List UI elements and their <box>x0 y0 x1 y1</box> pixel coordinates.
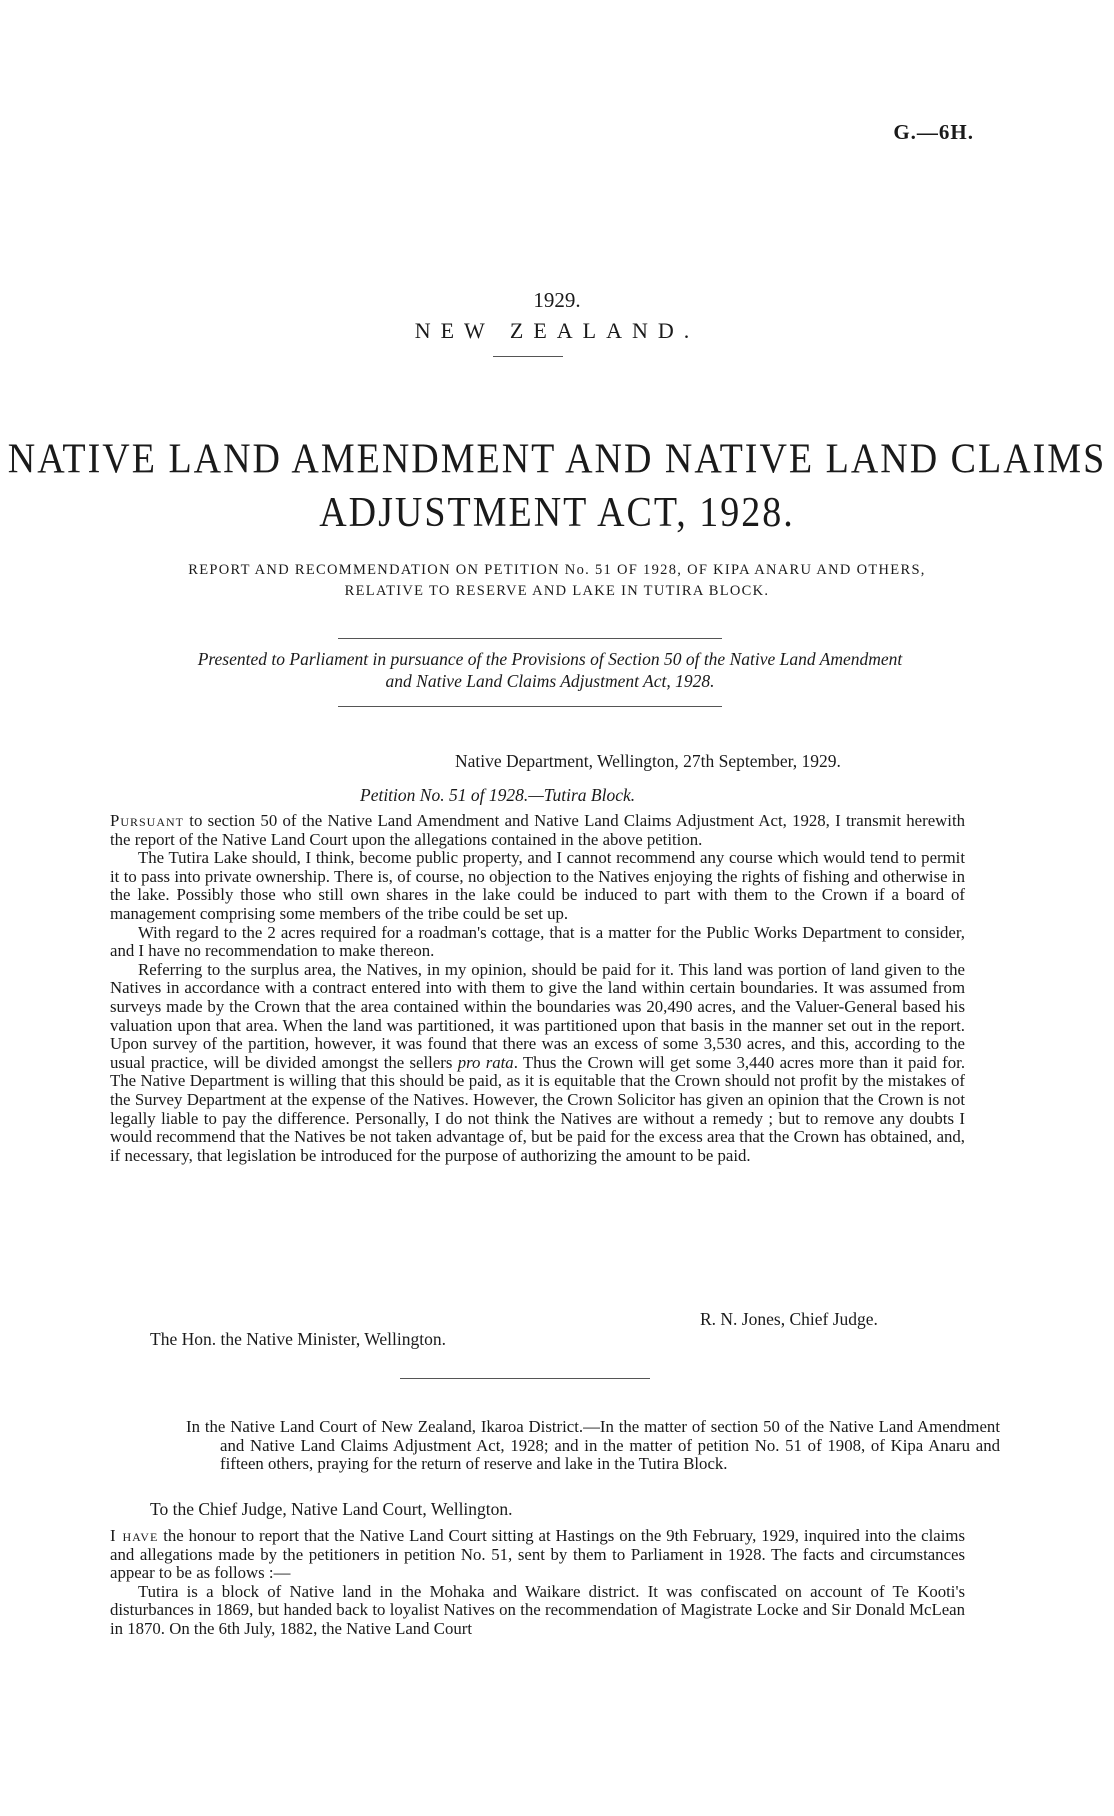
presentation-line-2: and Native Land Claims Adjustment Act, 1928. <box>385 671 715 691</box>
country-heading: NEW ZEALAND. <box>414 318 700 343</box>
letter-to: To the Chief Judge, Native Land Court, Wellington. <box>150 1499 513 1519</box>
court-caption: In the Native Land Court of New Zealand, Ikaroa District.—In the matter of section 50 of the Native Land Amendment and Native Land Claims Adjustment Act, 1928; and in the matter of petition No. 51 of 1908, of Kipa Anaru and fifteen others, praying for the return of reserve and lake in the Tutira Block. <box>186 1417 1000 1474</box>
divider <box>338 706 722 707</box>
document-reference: G.—6H. <box>893 120 974 144</box>
paragraph-lead: I have <box>110 1526 159 1545</box>
paragraph-italic: pro rata <box>457 1052 514 1072</box>
paragraph-text: the honour to report that the Native Land Court sitting at Hastings on the 9th February, 1929, inquired into the claims and allegations made by the petitioners in petition No. 51, sent by them to Parliament in 1928. The facts and circumstances appear to be as follows :— <box>110 1526 965 1583</box>
subtitle-line-1: REPORT AND RECOMMENDATION ON PETITION No. 51 OF 1928, OF KIPA ANARU AND OTHERS, <box>188 562 926 578</box>
title-line-1: NATIVE LAND AMENDMENT AND NATIVE LAND CLAIMS <box>7 435 1107 483</box>
paragraph <box>110 812 965 849</box>
divider <box>493 356 563 357</box>
paragraph-text: to section 50 of the Native Land Amendment and Native Land Claims Adjustment Act, 1928, I transmit herewith the report of the Native Land Court upon the allegations contained in the above petition. <box>110 811 965 849</box>
dateline: Native Department, Wellington, 27th September, 1929. <box>455 751 841 771</box>
publication-year: 1929. <box>533 288 581 312</box>
report-body <box>110 1527 965 1639</box>
divider <box>338 638 722 639</box>
paragraph: Tutira is a block of Native land in the Mohaka and Waikare district. It was confiscated on account of Te Kooti's disturbances in 1869, but handed back to loyalist Natives on the recommendation of Magistrate Locke and Sir Donald McLean in 1870. On the 6th July, 1882, the Native Land Court <box>110 1581 965 1638</box>
title-line-2: ADJUSTMENT ACT, 1928. <box>319 489 795 537</box>
signature: R. N. Jones, Chief Judge. <box>700 1309 878 1329</box>
paragraph-text: Referring to the surplus area, the Natives, in my opinion, should be paid for it. This land was portion of land given to the Natives in accordance with a contract entered into with them to give the land within certain boundaries. It was assumed from surveys made by the Crown that the area contained within the boundaries was 20,490 acres, and the Valuer-General based his valuation upon that area. When the land was partitioned, it was partitioned upon that basis in the manner set out in the report. Upon survey of the partition, however, it was found that there was an excess of some 3,530 acres, and this, according to the usual practice, will be divided amongst the sellers <box>110 959 965 1072</box>
paragraph: With regard to the 2 acres required for a roadman's cottage, that is a matter for the Public Works Department to consider, and I have no recommendation to make thereon. <box>110 922 965 961</box>
petition-heading-text: Petition No. 51 of 1928.—Tutira Block. <box>360 785 636 805</box>
subtitle-line-2: RELATIVE TO RESERVE AND LAKE IN TUTIRA BLOCK. <box>344 583 770 599</box>
paragraph-text: . Thus the Crown will get some 3,440 acres more than it paid for. The Native Department is willing that this should be paid, as it is equitable that the Crown should not profit by the mistakes of the Survey Department at the expense of the Natives. However, the Crown Solicitor has given an opinion that the Crown is not legally liable to pay the difference. Personally, I do not think the Natives are without a remedy ; but to remove any doubts I would recommend that the Natives be not taken advantage of, but be paid for the excess area that the Crown has obtained, and, if necessary, that legislation be introduced for the purpose of authorizing the amount to be paid. <box>110 1052 966 1165</box>
divider <box>400 1378 650 1379</box>
paragraph: The Tutira Lake should, I think, become public property, and I cannot recommend any course which would tend to permit it to pass into private ownership. There is, of course, no objection to the Natives enjoying the rights of fishing and otherwise in the lake. Possibly those who still own shares in the lake could be induced to part with them to the Crown if a board of management comprising some members of the tribe could be set up. <box>110 848 965 923</box>
addressee: The Hon. the Native Minister, Wellington. <box>150 1329 446 1349</box>
letter-body <box>110 812 965 1165</box>
document-subtitle <box>0 560 1114 602</box>
presentation-note <box>105 648 995 692</box>
paragraph-lead: Pursuant <box>110 811 185 830</box>
paragraph <box>110 1527 965 1583</box>
petition-heading <box>360 786 860 805</box>
paragraph <box>110 961 965 1166</box>
presentation-line-1: Presented to Parliament in pursuance of the Provisions of Section 50 of the Native Land Amendment <box>197 649 903 669</box>
document-title <box>0 432 1114 540</box>
